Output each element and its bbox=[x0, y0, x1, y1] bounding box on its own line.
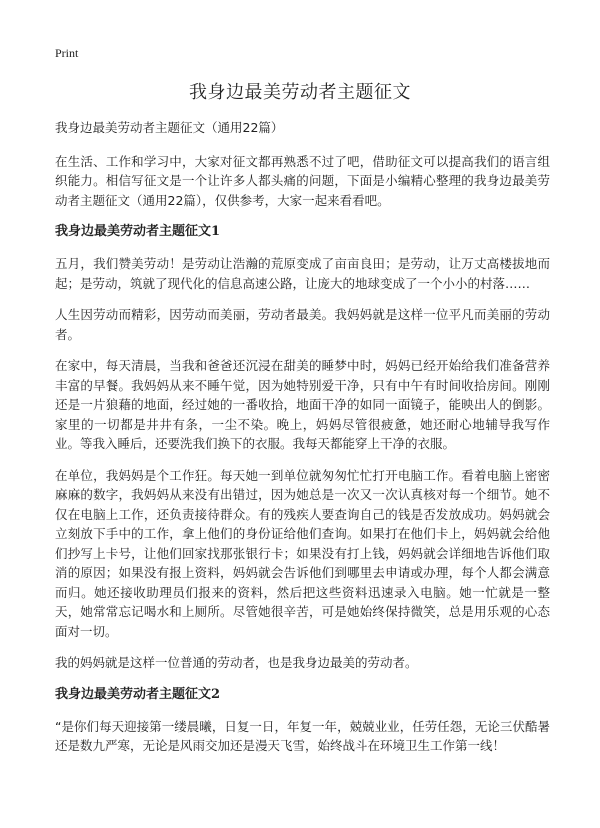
article-subtitle: 我身边最美劳动者主题征文（通用22篇） bbox=[55, 120, 284, 135]
article-body bbox=[55, 118, 550, 768]
print-link[interactable]: Print bbox=[55, 46, 79, 60]
section-1-paragraph-3: 在家中，每天清晨，当我和爸爸还沉浸在甜美的睡梦中时，妈妈已经开始给我们准备营养丰富的早餐。我妈妈从来不睡午觉，因为她特别爱干净，只有中午有时间收拾房间。刚刚还是一片狼藉的地面，经过她的一番收拾，地面干净的如同一面镜子，能映出人的倒影。家里的一切都是井井有条，一尘不染。晚上，妈妈尽管很疲惫，她还耐心地辅导我写作业。等我入睡后，还要洗我们换下的衣服。我每天都能穿上干净的衣服。 bbox=[55, 358, 550, 451]
section-heading-1: 我身边最美劳动者主题征文1 bbox=[55, 224, 221, 239]
section-heading-2: 我身边最美劳动者主题征文2 bbox=[55, 686, 221, 702]
section-1-paragraph-5: 我的妈妈就是这样一位普通的劳动者，也是我身边最美的劳动者。 bbox=[55, 655, 418, 670]
section-2-paragraph-1: “是你们每天迎接第一缕晨曦，日复一日，年复一年，兢兢业业，任劳任怨，无论三伏酷暑还是数九严寒，无论是风雨交加还是漫天飞雪，始终战斗在环境卫生工作第一线！ bbox=[55, 718, 550, 753]
section-1-paragraph-1: 五月，我们赞美劳动！是劳动让浩瀚的荒原变成了亩亩良田；是劳动，让万丈高楼拔地而起；是劳动，筑就了现代化的信息高速公路，让庞大的地球变成了一个小小的村落…… bbox=[55, 256, 550, 291]
section-1-paragraph-2: 人生因劳动而精彩，因劳动而美丽，劳动者最美。我妈妈就是这样一位平凡而美丽的劳动者。 bbox=[55, 307, 550, 342]
section-1-paragraph-4: 在单位，我妈妈是个工作狂。每天她一到单位就匆匆忙忙打开电脑工作。看着电脑上密密麻麻的数字，我妈妈从来没有出错过，因为她总是一次又一次认真核对每一个细节。她不仅在电脑上工作，还负责接待群众。有的残疾人要查询自己的钱是否发放成功。妈妈就会立刻放下手中的工作，拿上他们的身份证给他们查询。如果打在他们卡上，妈妈就会给他们抄写上卡号，让他们回家找那张银行卡；如果没有打上钱，妈妈就会详细地告诉他们取消的原因；如果没有报上资料，妈妈就会告诉他们到哪里去申请或办理，每个人都会满意而归。她还接收助理员们报来的资料，然后把这些资料迅速录入电脑。她一忙就是一整天，她常常忘记喝水和上厕所。尽管她很辛苦，可是她始终保持微笑，总是用乐观的心态面对一切。 bbox=[55, 467, 550, 639]
page-title: 我身边最美劳动者主题征文 bbox=[189, 82, 411, 103]
article-intro: 在生活、工作和学习中，大家对征文都再熟悉不过了吧，借助征文可以提高我们的语言组织能力。相信写征文是一个让许多人都头痛的问题，下面是小编精心整理的我身边最美劳动者主题征文（通用22篇），仅供参考，大家一起来看看吧。 bbox=[55, 153, 550, 208]
